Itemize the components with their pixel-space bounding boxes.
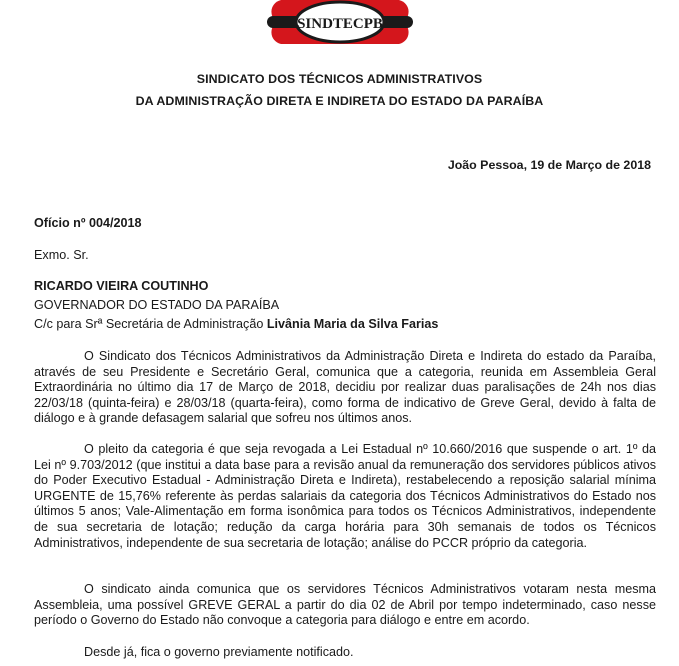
paragraph-text: O pleito da categoria é que seja revogada a Lei Estadual nº 10.660/2016 que suspende o art. 1º da Lei nº 9.703/2012 (que institui a data base para a revisão anual da remuneração dos servidores públicos ativos do Poder Executivo Estadual - Administração Direta e Indireta), restabelecendo a reposição salarial mínima URGENTE de 15,76% referente às perdas salariais da categoria dos Técnicos Administrativos do Estado nos últimos 5 anos; Vale-Alimentação em forma isonômica para todos os Técnicos Administrativos, independente de sua secretaria de lotação; redução da carga horária para 30h semanais de todos os Técnicos Administrativos, independente de sua secretaria de lotação; análise do PCCR próprio da categoria. — [34, 442, 656, 550]
cc-name: Livânia Maria da Silva Farias — [266, 317, 439, 331]
recipient-title: GOVERNADOR DO ESTADO DA PARAÍBA — [34, 298, 280, 312]
paragraph-2 — [34, 442, 656, 551]
date-line: João Pessoa, 19 de Março de 2018 — [447, 158, 651, 172]
sindtecpb-logo — [267, 0, 413, 44]
paragraph-4 — [34, 645, 656, 661]
paragraph-text: O Sindicato dos Técnicos Administrativos da Administração Direta e Indireta do estado da Paraíba, através de seu Presidente e Secretário Geral, comunica que a categoria, reunida em Assembleia Geral Extraordinária no último dia 17 de Março de 2018, decidiu por realizar duas paralisações de 24h nos dias 22/03/18 (quinta-feira) e 28/03/18 (quarta-feira), como forma de indicativo de Greve Geral, devido à falta de diálogo e à grande defasagem salarial que sofreu nos últimos anos. — [34, 349, 656, 426]
org-name-line1: SINDICATO DOS TÉCNICOS ADMINISTRATIVOS — [196, 72, 483, 86]
recipient-name: RICARDO VIEIRA COUTINHO — [34, 279, 209, 293]
paragraph-text: Desde já, fica o governo previamente notificado. — [84, 645, 354, 659]
cc-prefix: C/c para Srª Secretária de Administração — [34, 317, 267, 331]
carbon-copy-line — [34, 317, 438, 331]
paragraph-1 — [34, 349, 656, 427]
org-name-line2: DA ADMINISTRAÇÃO DIRETA E INDIRETA DO ESTADO DA PARAÍBA — [135, 94, 544, 108]
paragraph-text: O sindicato ainda comunica que os servidores Técnicos Administrativos votaram nesta mesma Assembleia, uma possível GREVE GERAL a partir do dia 02 de Abril por tempo indeterminado, caso nesse período o Governo do Estado não convoque a categoria para diálogo e entre em acordo. — [34, 582, 656, 628]
paragraph-3 — [34, 582, 656, 629]
office-number: Ofício nº 004/2018 — [34, 216, 142, 230]
salutation: Exmo. Sr. — [34, 248, 89, 262]
logo-text: SINDTECPB — [297, 16, 383, 32]
